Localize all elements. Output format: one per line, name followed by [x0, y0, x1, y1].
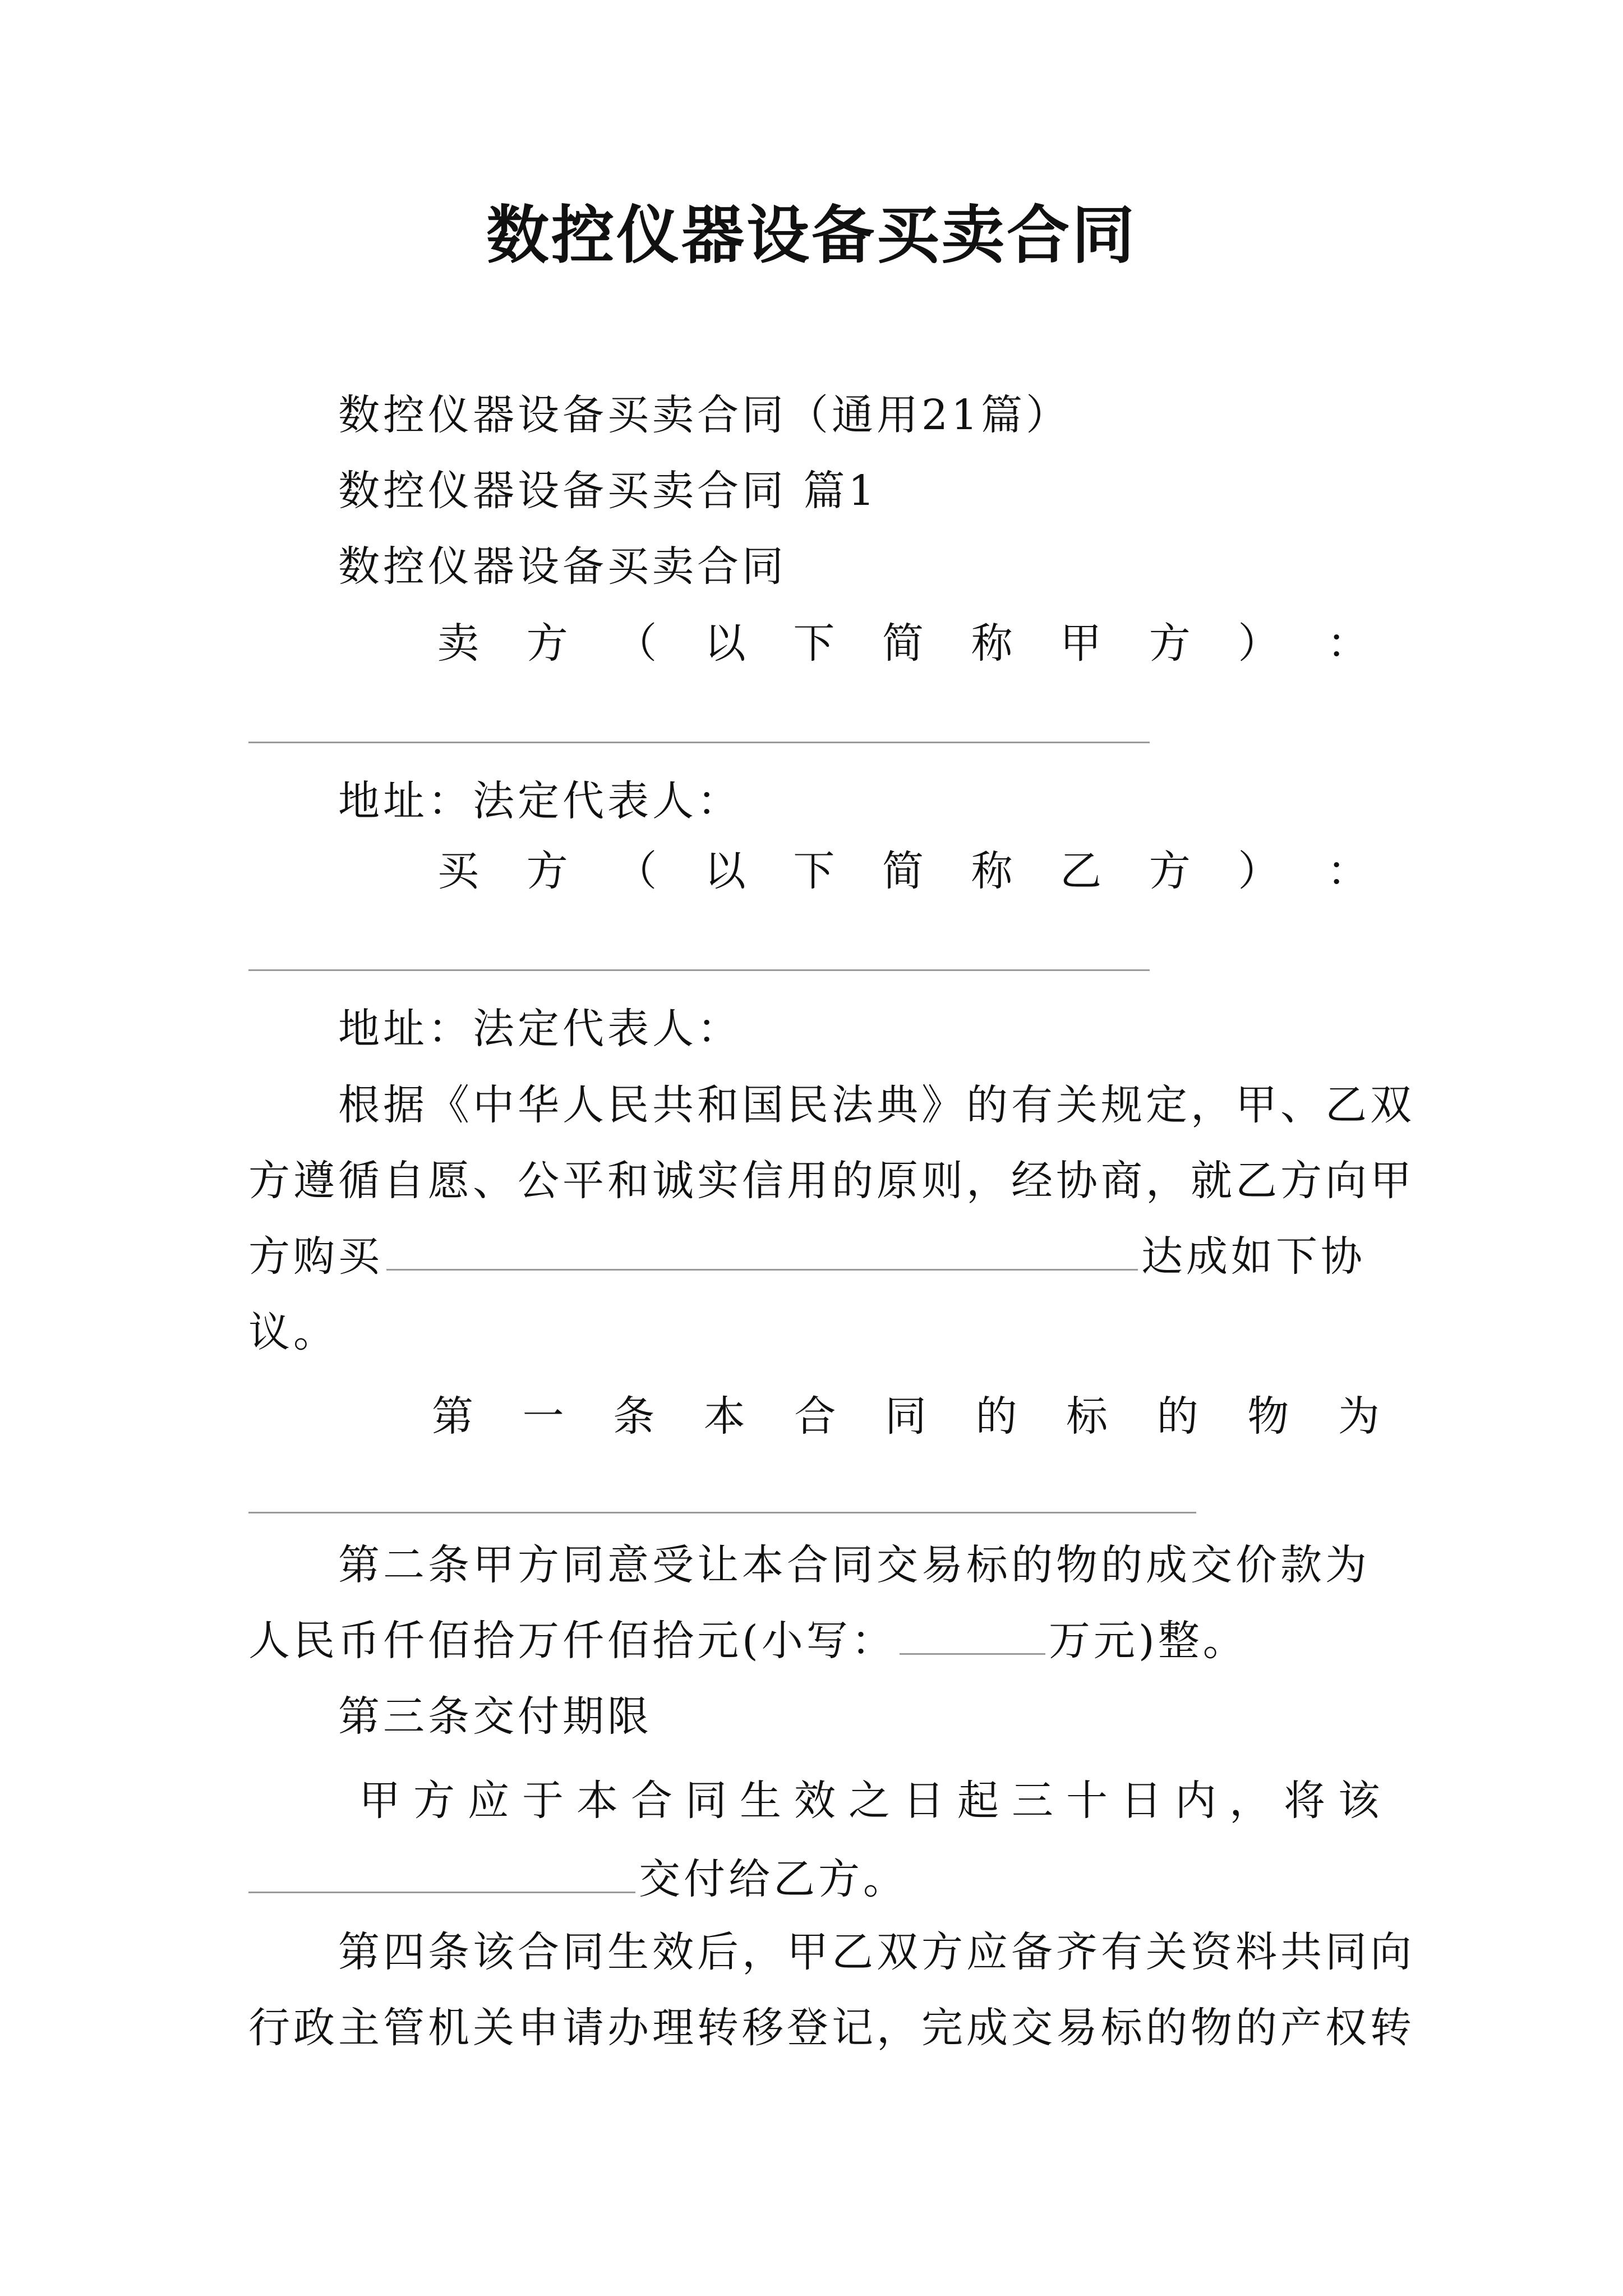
article-3-char: 于: [522, 1777, 564, 1825]
seller-label-char: 甲: [1060, 619, 1102, 668]
buyer-label-char: 称: [971, 847, 1013, 895]
basis-paragraph-line-2: 方遵循自愿、公平和诚实信用的原则，经协商，就乙方向甲: [248, 1157, 1415, 1205]
seller-address-representative: 地址：法定代表人：: [338, 777, 742, 825]
article-3-char: 应: [468, 1777, 509, 1825]
seller-label-char: 方: [1149, 619, 1191, 668]
article-1-char: 第: [432, 1392, 473, 1441]
article-3-char: ，: [1229, 1777, 1271, 1825]
article-2-line-2: [248, 1613, 1377, 1669]
article-3-char: 日: [903, 1777, 944, 1825]
article-4-line-2: 行政主管机关申请办理转移登记，完成交易标的物的产权转: [248, 2004, 1415, 2052]
buyer-label: [437, 843, 1368, 899]
article-3-char: 生: [740, 1777, 781, 1825]
article-3-char: 之: [849, 1777, 890, 1825]
buyer-label-char: 下: [793, 847, 835, 895]
article-3-char: 将: [1284, 1777, 1325, 1825]
seller-label: [437, 615, 1368, 671]
article-2-line-1: 第二条甲方同意受让本合同交易标的物的成交价款为: [338, 1541, 1370, 1589]
article-1-char: 条: [613, 1392, 655, 1441]
article-1-char: 为: [1338, 1392, 1380, 1441]
article-3-char: 同: [685, 1777, 727, 1825]
contract-name: 数控仪器设备买卖合同: [338, 542, 787, 591]
article-3-char: 十: [1066, 1777, 1108, 1825]
basis-paragraph-line-1: 根据《中华人民共和国民法典》的有关规定，甲、乙双: [338, 1081, 1415, 1129]
buyer-label-char: 以: [704, 847, 746, 895]
article-1-char: 的: [975, 1392, 1017, 1441]
article-1-char: 同: [884, 1392, 926, 1441]
article-1-char: 本: [703, 1392, 745, 1441]
article-4-line-1: 第四条该合同生效后，甲乙双方应备齐有关资料共同向: [338, 1928, 1415, 1976]
buyer-label-char: ）: [1238, 847, 1280, 895]
buyer-label-char: 方: [526, 847, 568, 895]
price-amount-blank: [900, 1653, 1045, 1655]
basis-purchase-text: 方购买: [248, 1232, 383, 1281]
article-3-char: 内: [1175, 1777, 1216, 1825]
article-1-char: 物: [1247, 1392, 1289, 1441]
buyer-label-char: 买: [437, 847, 479, 895]
article-3-char: 本: [577, 1777, 618, 1825]
article-1-char: 标: [1066, 1392, 1108, 1441]
article-3-char: 日: [1121, 1777, 1162, 1825]
seller-label-char: （: [615, 619, 657, 668]
seller-label-char: 简: [882, 619, 924, 668]
article-1-char: 合: [794, 1392, 836, 1441]
article-3-heading: 第三条交付期限: [338, 1692, 652, 1741]
buyer-address-representative: 地址：法定代表人：: [338, 1005, 742, 1053]
basis-paragraph-line-3: [248, 1228, 1377, 1285]
article-1-blank-line: [248, 1512, 1196, 1513]
basis-agreement-text: 达成如下协: [1141, 1232, 1366, 1281]
buyer-label-char: 乙: [1060, 847, 1102, 895]
seller-label-char: 卖: [437, 619, 479, 668]
document-subtitle: 数控仪器设备买卖合同（通用21篇）: [338, 391, 1071, 439]
article-3-char: 效: [794, 1777, 836, 1825]
seller-label-char: ：: [1326, 619, 1368, 668]
purchase-item-blank: [386, 1269, 1138, 1271]
seller-label-char: 方: [526, 619, 568, 668]
basis-paragraph-line-4: 议。: [248, 1308, 338, 1356]
seller-label-char: 以: [704, 619, 746, 668]
article-3-char: 合: [631, 1777, 672, 1825]
article-3-char: 三: [1012, 1777, 1053, 1825]
buyer-label-char: ：: [1326, 847, 1368, 895]
article-3-delivery-text: 交付给乙方。: [639, 1855, 908, 1903]
article-2-unit-text: 万元)整。: [1048, 1617, 1248, 1665]
seller-label-char: ）: [1238, 619, 1280, 668]
buyer-blank-line: [248, 969, 1150, 971]
document-title: 数控仪器设备买卖合同: [486, 199, 1137, 272]
article-3-char: 该: [1338, 1777, 1380, 1825]
section-heading: 数控仪器设备买卖合同 篇1: [338, 467, 878, 515]
article-2-price-text: 人民币仟佰拾万仟佰拾元(小写：: [248, 1617, 896, 1665]
seller-blank-line: [248, 742, 1150, 743]
article-3-char: 方: [413, 1777, 455, 1825]
delivery-item-blank: [248, 1892, 635, 1893]
article-3-line-1: [359, 1773, 1380, 1829]
article-1-char: 的: [1156, 1392, 1198, 1441]
buyer-label-char: 方: [1149, 847, 1191, 895]
article-3-char: 起: [957, 1777, 999, 1825]
seller-label-char: 称: [971, 619, 1013, 668]
article-1-char: 一: [522, 1392, 564, 1441]
seller-label-char: 下: [793, 619, 835, 668]
article-3-char: 甲: [359, 1777, 400, 1825]
buyer-label-char: 简: [882, 847, 924, 895]
article-3-line-2: [248, 1851, 1377, 1907]
buyer-label-char: （: [615, 847, 657, 895]
article-1-text: [432, 1388, 1380, 1444]
